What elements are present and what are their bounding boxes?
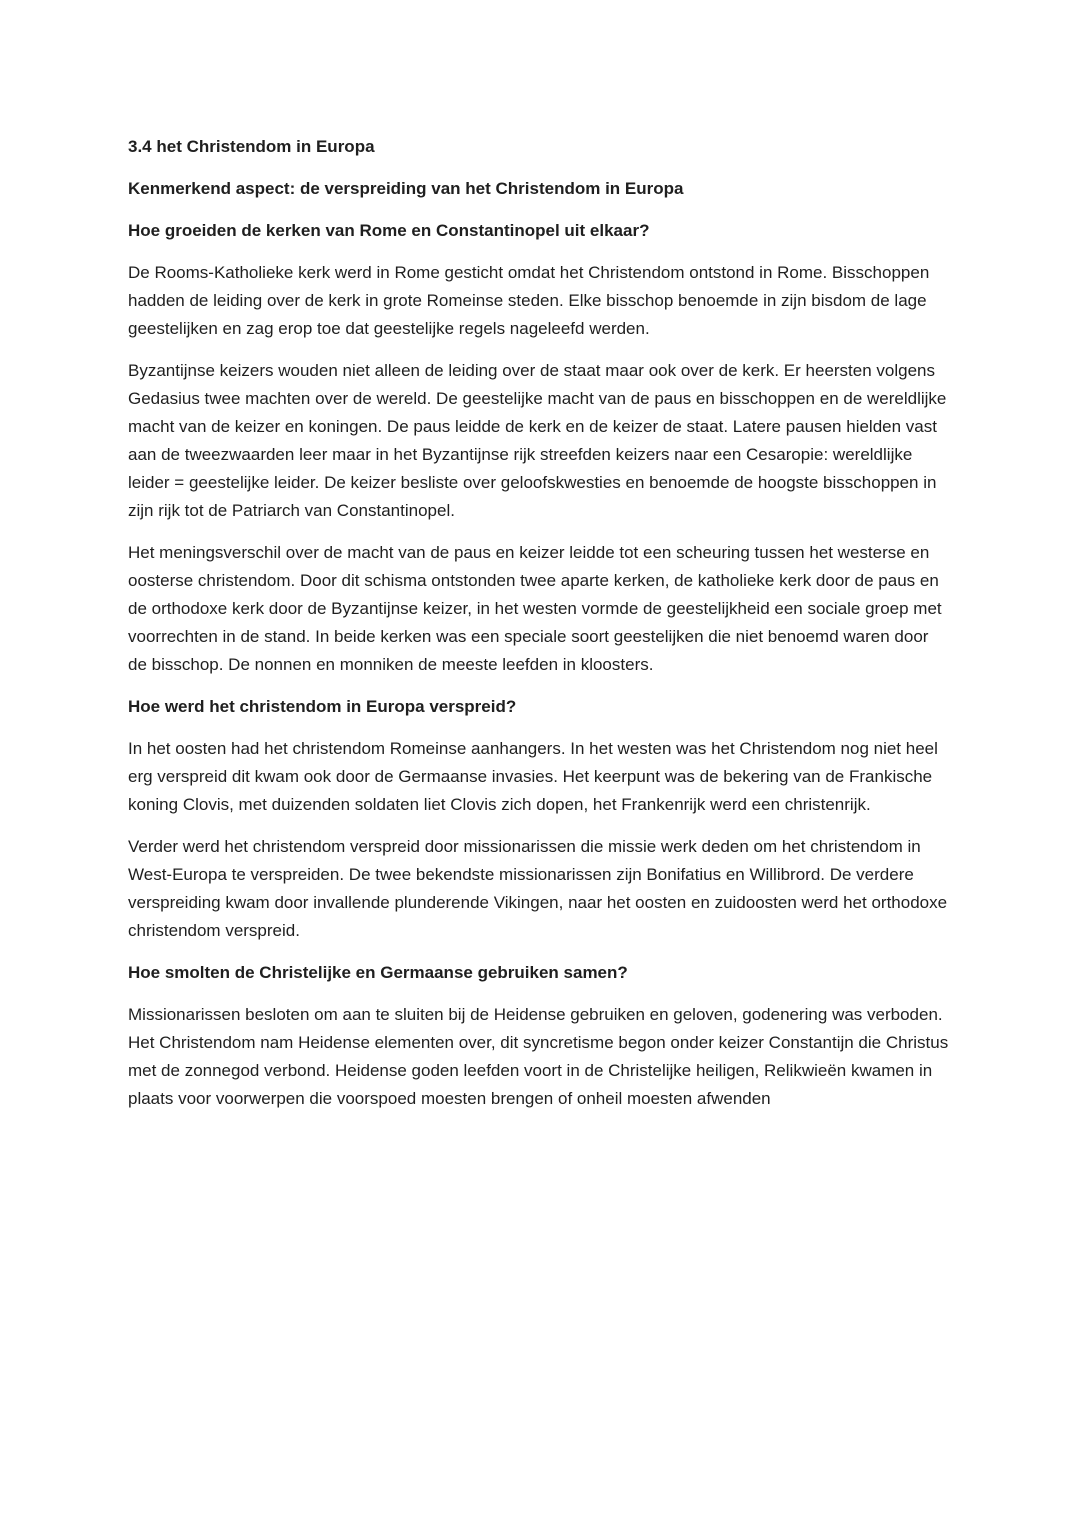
section-heading-christelijke-germaanse-gebruiken: Hoe smolten de Christelijke en Germaanse gebruiken samen? — [128, 963, 628, 982]
section-heading-kerken-rome-constantinopel: Hoe groeiden de kerken van Rome en Constantinopel uit elkaar? — [128, 221, 650, 240]
section-heading-christendom-verspreid: Hoe werd het christendom in Europa verspreid? — [128, 697, 517, 716]
paragraph-rooms-katholieke-kerk: De Rooms-Katholieke kerk werd in Rome gesticht omdat het Christendom ontstond in Rome. Bisschoppen hadden de leiding over de kerk in grote Romeinse steden. Elke bisschop benoemde in zijn bisdom de lage geestelijken en zag erop toe dat geestelijke regels nageleefd werden. — [128, 263, 930, 338]
document-title: 3.4 het Christendom in Europa — [128, 137, 375, 156]
paragraph-syncretisme: Missionarissen besloten om aan te sluiten bij de Heidense gebruiken en geloven, godenering was verboden. Het Christendom nam Heidense elementen over, dit syncretisme begon onder keizer Constantijn die Christus met de zonnegod verbond. Heidense goden leefden voort in de Christelijke heiligen, Relikwieën kwamen in plaats voor voorwerpen die voorspoed moesten brengen of onheil moesten afwenden — [128, 1005, 949, 1108]
paragraph-oosten-westen-clovis: In het oosten had het christendom Romeinse aanhangers. In het westen was het Christendom nog niet heel erg verspreid dit kwam ook door de Germaanse invasies. Het keerpunt was de bekering van de Frankische koning Clovis, met duizenden soldaten liet Clovis zich dopen, het Frankenrijk werd een christenrijk. — [128, 739, 938, 814]
paragraph-missionarissen-vikingen: Verder werd het christendom verspreid door missionarissen die missie werk deden om het christendom in West-Europa te verspreiden. De twee bekendste missionarissen zijn Bonifatius en Willibrord. De verdere verspreiding kwam door invallende plunderende Vikingen, naar het oosten en zuidoosten werd het orthodoxe christendom verspreid. — [128, 837, 948, 940]
paragraph-byzantijnse-keizers: Byzantijnse keizers wouden niet alleen de leiding over de staat maar ook over de kerk. Er heersten volgens Gedasius twee machten over de wereld. De geestelijke macht van de paus en bisschoppen en de wereldlijke macht van de keizer en koningen. De paus leidde de kerk en de keizer de staat. Latere pausen hielden vast aan de tweezwaarden leer maar in het Byzantijnse rijk streefden keizers naar een Cesaropie: wereldlijke leider = geestelijke leider. De keizer besliste over geloofskwesties en benoemde de hoogste bisschoppen in zijn rijk tot de Patriarch van Constantinopel. — [128, 361, 947, 520]
section-heading-kenmerkend-aspect: Kenmerkend aspect: de verspreiding van het Christendom in Europa — [128, 179, 684, 198]
paragraph-meningsverschil-schisma: Het meningsverschil over de macht van de paus en keizer leidde tot een scheuring tussen het westerse en oosterse christendom. Door dit schisma ontstonden twee aparte kerken, de katholieke kerk door de paus en de orthodoxe kerk door de Byzantijnse keizer, in het westen vormde de geestelijkheid een sociale groep met voorrechten in de stand. In beide kerken was een speciale soort geestelijken die niet benoemd waren door de bisschop. De nonnen en monniken de meeste leefden in kloosters. — [128, 543, 942, 674]
